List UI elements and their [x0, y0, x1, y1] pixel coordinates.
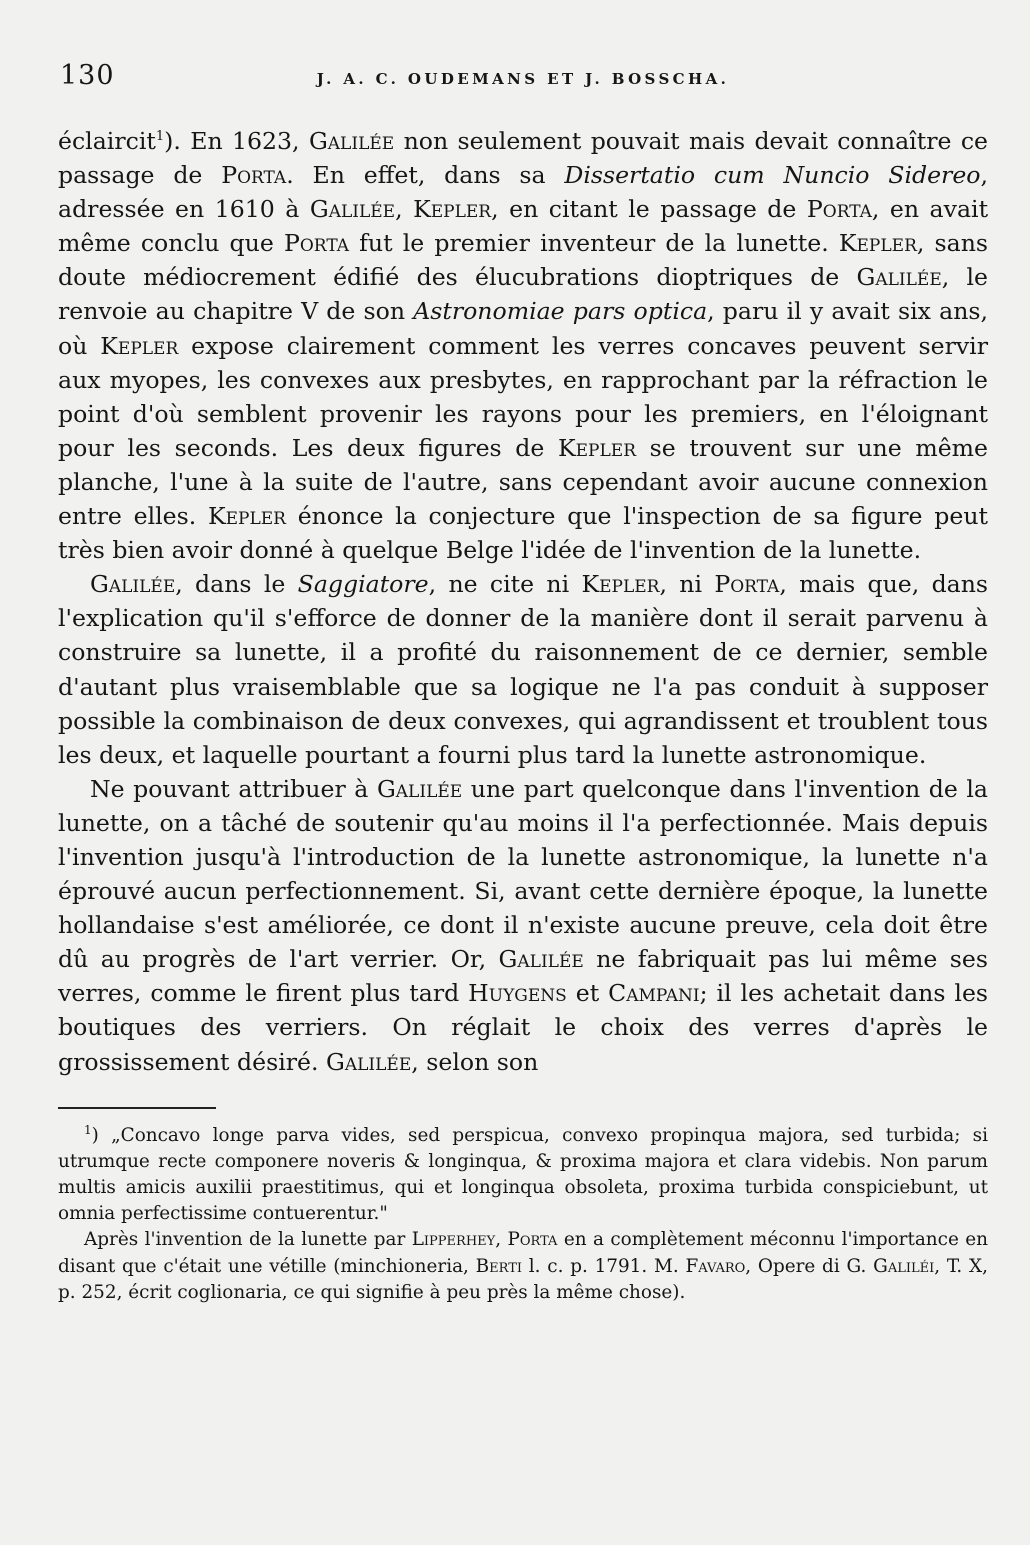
- name-galilee: Galilée: [308, 127, 395, 155]
- name-galilee: Galilée: [90, 570, 176, 599]
- name-porta: Porta: [507, 1229, 558, 1251]
- footnote-1: $^1$) „Concavo longe parva vides, sed perspicua, convexo propinqua majora, sed turbida; si utrumque recte componere noveris & longinqua, & proxima majora et clara videbis. Non parum multis amicis auxilii praestitimus, qui et longinqua obsoleta, proxima turbida conspiciebunt, ut omnia perfectissime contuerentur.": [58, 1122, 988, 1225]
- page-header: [58, 60, 988, 100]
- paragraph-2: Galilée, dans le Saggiatore, ne cite ni Kepler, ni Porta, mais que, dans l'explication qu'il s'efforce de donner de la manière dont il serait parvenu à construire sa lunette, il a profité du raisonnement de ce dernier, semble d'autant plus vraisemblable que sa logique ne l'a pas conduit à supposer possible la combinaison de deux convexes, qui agrandissent et troublent tous les deux, et laquelle pourtant a fourni plus tard la lunette astronomique.: [58, 570, 989, 769]
- name-galilee: Galilée: [309, 195, 396, 224]
- name-kepler: Kepler: [558, 433, 636, 462]
- footnote-ref: 1: [155, 129, 165, 144]
- name-porta: Porta: [284, 229, 349, 258]
- name-porta: Porta: [714, 570, 780, 599]
- title-saggiatore: Saggiatore: [297, 570, 429, 599]
- title-astronomiae: Astronomiae pars optica: [413, 297, 708, 326]
- body-text: [58, 124, 988, 1079]
- footnote-marker: 1: [84, 1122, 92, 1137]
- paragraph-1: éclaircit$^1$). En 1623, Galilée non seulement pouvait mais devait connaître ce passage de Porta. En effet, dans sa Dissertatio cum Nuncio Sidereo, adressée en 1610 à Galilée, Kepler, en citant le passage de Porta, en avait même conclu que Porta fut le premier inventeur de la lunette. Kepler, sans doute médiocrement édifié des élucubrations dioptriques de Galilée, le renvoie au chapitre V de son Astronomiae pars optica, paru il y avait six ans, où Kepler expose clairement comment les verres concaves peuvent servir aux myopes, les convexes aux presbytes, en rapprochant par la réfraction le point d'où semblent provenir les rayons pour les premiers, en l'éloignant pour les seconds. Les deux figures de Kepler se trouvent sur une même planche, l'une à la suite de l'autre, sans cependant avoir aucune connexion entre elles. Kepler énonce la conjecture que l'inspection de sa figure peut très bien avoir donné à quelque Belge l'idée de l'invention de la lunette.: [58, 127, 989, 565]
- footnotes: [58, 1123, 988, 1306]
- name-kepler: Kepler: [207, 502, 286, 531]
- name-galilee: Galilée: [498, 945, 584, 974]
- name-campani: Campani: [608, 979, 700, 1008]
- name-galilee: Galilée: [376, 774, 463, 803]
- page-number: 130: [60, 60, 115, 91]
- paragraph-3: Ne pouvant attribuer à Galilée une part quelconque dans l'invention de la lunette, on a tâché de soutenir qu'au moins il l'a perfectionnée. Mais depuis l'invention jusqu'à l'introduction de la lunette astronomique, la lunette n'a éprouvé aucun perfectionnement. Si, avant cette dernière époque, la lunette hollandaise s'est améliorée, ce dont il n'existe aucune preuve, cela doit être dû au progrès de l'art verrier. Or, Galilée ne fabriquait pas lui même ses verres, comme le firent plus tard Huygens et Campani; il les achetait dans les boutiques des verriers. On réglait le choix des verres d'après le grossissement désiré. Galilée, selon son: [58, 774, 989, 1076]
- name-lipperhey: Lipperhey: [411, 1229, 496, 1251]
- title-dissertatio: Dissertatio cum Nuncio Sidereo: [564, 161, 981, 190]
- name-kepler: Kepler: [838, 229, 917, 258]
- name-kepler: Kepler: [581, 570, 660, 599]
- running-head: J. A. C. OUDEMANS ET J. BOSSCHA.: [316, 70, 730, 88]
- name-porta: Porta: [221, 161, 287, 190]
- name-kepler: Kepler: [413, 195, 492, 224]
- name-galilee: Galilée: [326, 1047, 412, 1076]
- name-galilee: Galilée: [856, 263, 942, 292]
- footnote-1-continuation: Après l'invention de la lunette par Lipperhey, Porta en a complètement méconnu l'importance en disant que c'était une vétille (minchioneria, Berti l. c. p. 1791. M. Favaro, Opere di G. Galiléi, T. X, p. 252, écrit coglionaria, ce qui signifie à peu près la même chose).: [58, 1229, 988, 1303]
- name-huygens: Huygens: [468, 979, 567, 1008]
- name-berti: Berti: [475, 1255, 523, 1277]
- name-galilei: Galiléi: [873, 1255, 935, 1277]
- page: [58, 60, 988, 1306]
- footnote-divider: [58, 1107, 216, 1109]
- name-favaro: Favaro: [685, 1255, 746, 1277]
- name-kepler: Kepler: [100, 331, 179, 360]
- name-porta: Porta: [806, 195, 872, 224]
